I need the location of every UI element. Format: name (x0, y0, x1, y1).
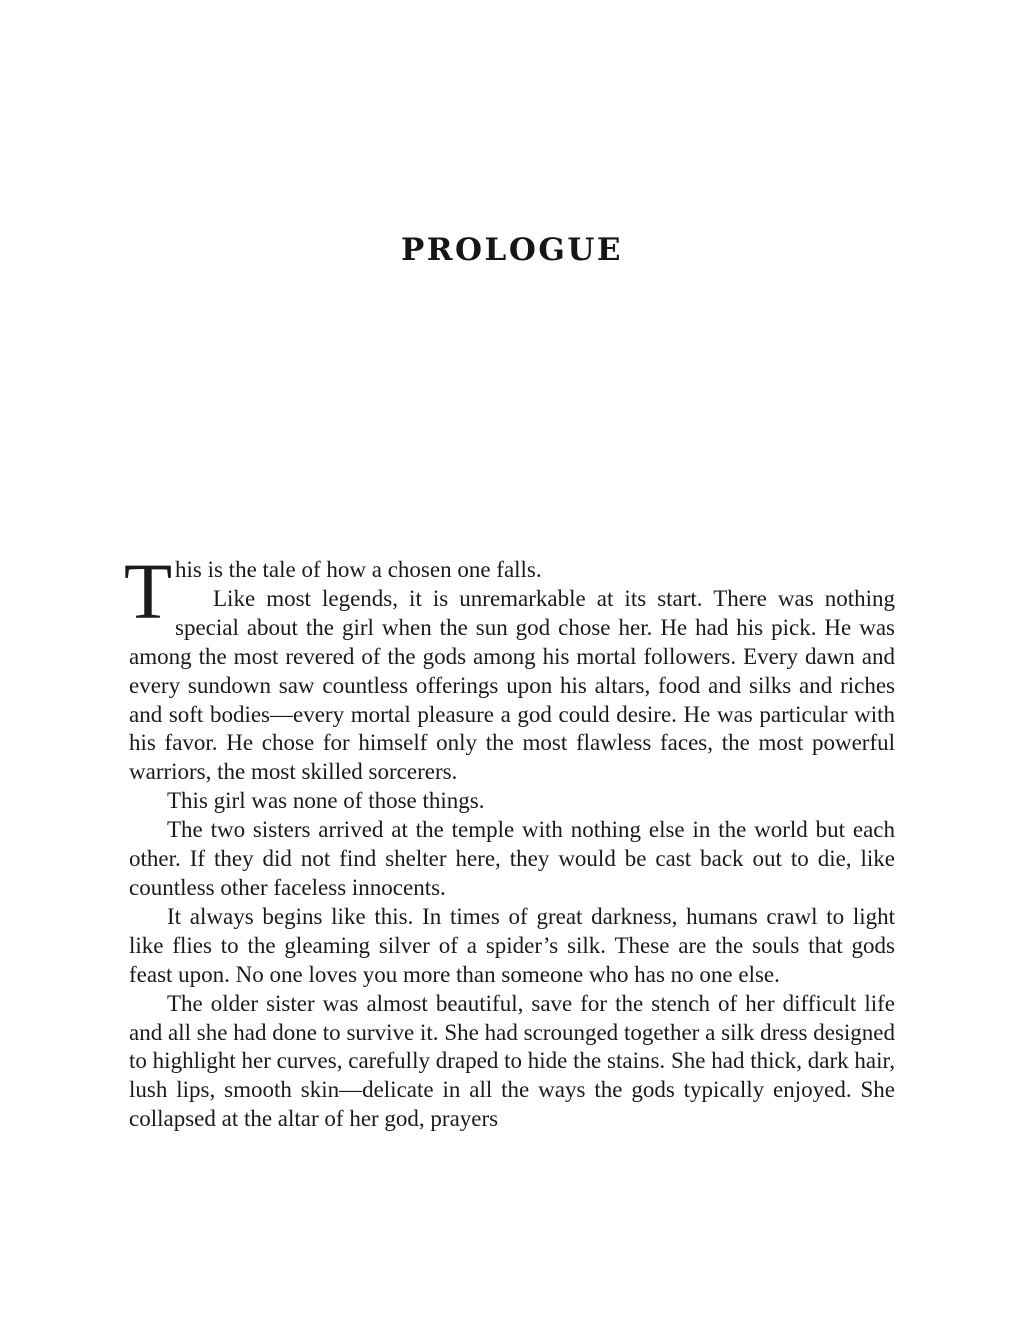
paragraph-5: It always begins like this. In times of great darkness, humans crawl to light like flies to the gleaming silver of a spider’s silk. These are the souls that gods feast upon. No one loves you more than someone who has no one else. (129, 903, 895, 987)
chapter-body (123, 556, 895, 1134)
paragraph-4: The two sisters arrived at the temple with nothing else in the world but each other. If they did not find shelter here, they would be cast back out to die, like countless other faceless innocents. (129, 817, 895, 900)
paragraph-6: The older sister was almost beautiful, save for the stench of her difficult life and all she had done to survive it. She had scrounged together a silk dress designed to highlight her curves, carefully draped to hide the stains. She had thick, dark hair, lush lips, smooth skin—delicate in all the ways the gods typically enjoyed. She collapsed at the altar of her god, prayers (129, 990, 895, 1132)
chapter-title: PROLOGUE (400, 232, 623, 268)
paragraph-2: Like most legends, it is unremarkable at its start. There was nothing special about the girl when the sun god chose her. He had his pick. He was among the most revered of the gods among his mortal followers. Every dawn and every sundown saw countless offerings upon his altars, food and silks and riches and soft bodies—every mortal pleasure a god could desire. He was particular with his favor. He chose for himself only the most flawless faces, the most powerful warriors, the most skilled sorcerers. (129, 585, 895, 785)
drop-cap: T (123, 562, 173, 622)
paragraph-1: his is the tale of how a chosen one falls. (175, 557, 542, 582)
paragraph-3: This girl was none of those things. (167, 788, 485, 814)
